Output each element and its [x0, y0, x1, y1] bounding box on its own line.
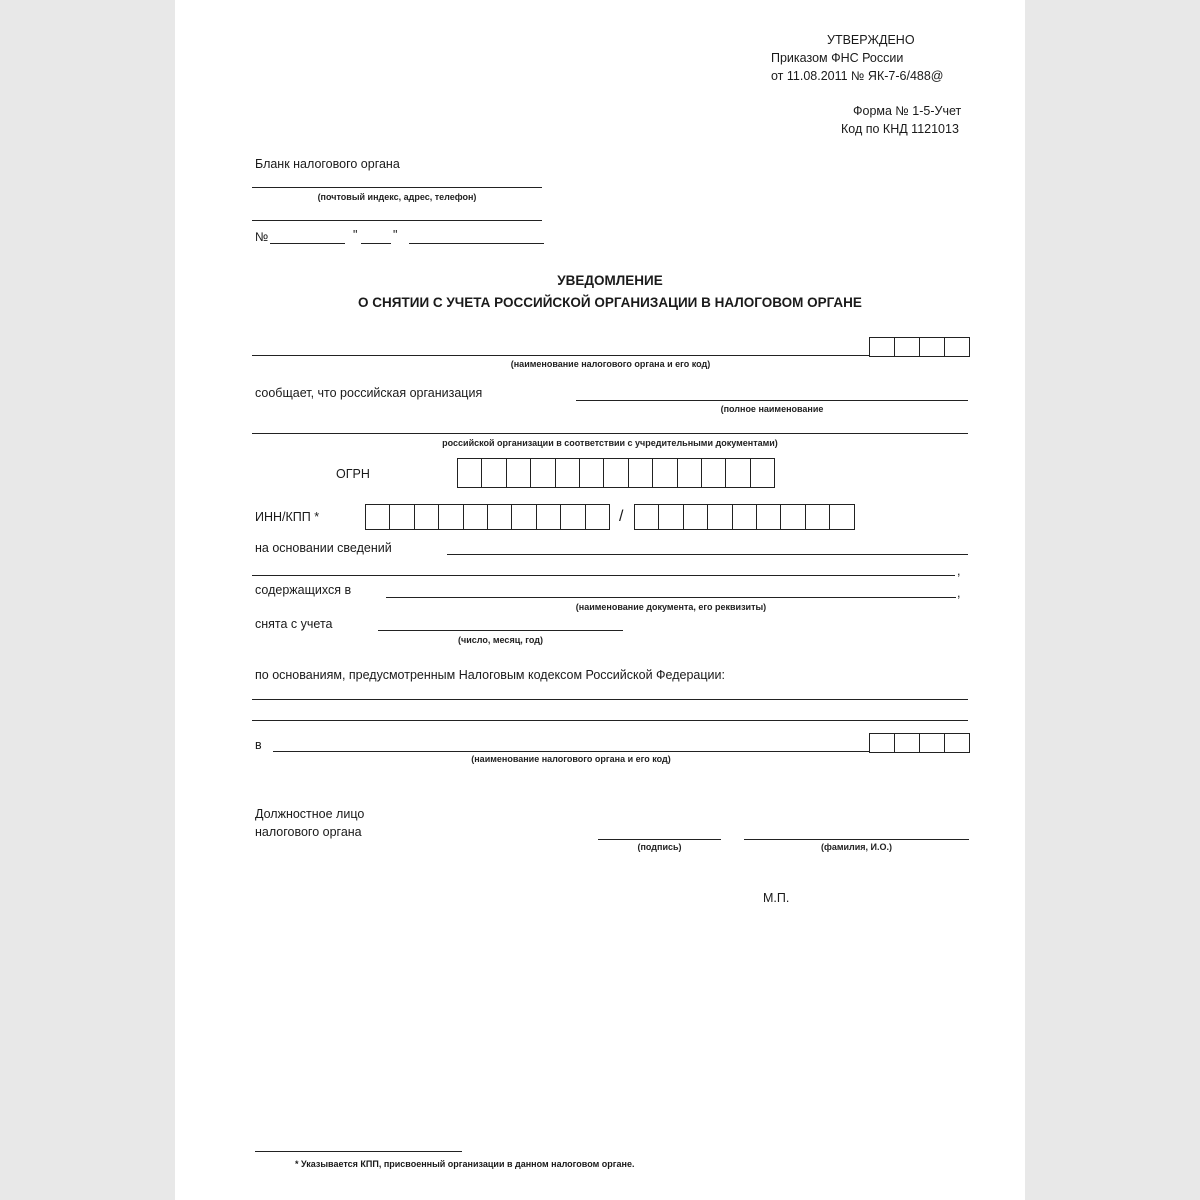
ogrn-cells[interactable]	[457, 458, 775, 488]
in-label: в	[255, 738, 262, 752]
title-line-1: УВЕДОМЛЕНИЕ	[557, 273, 663, 288]
grounds-label: по основаниям, предусмотренным Налоговым кодексом Российской Федерации:	[255, 668, 725, 682]
stamp-label: М.П.	[763, 891, 790, 905]
digit-cell[interactable]	[653, 459, 677, 487]
digit-cell[interactable]	[757, 505, 781, 529]
digit-cell[interactable]	[458, 459, 482, 487]
digit-cell[interactable]	[482, 459, 506, 487]
tax-authority-caption: (наименование налогового органа и его код)	[510, 359, 711, 369]
new-tax-authority-line[interactable]	[273, 751, 869, 752]
digit-cell[interactable]	[629, 459, 653, 487]
title-line-2: О СНЯТИИ С УЧЕТА РОССИЙСКОЙ ОРГАНИЗАЦИИ В НАЛОГОВОМ ОРГАНЕ	[358, 295, 862, 310]
digit-cell[interactable]	[415, 505, 439, 529]
address-caption: (почтовый индекс, адрес, телефон)	[317, 192, 477, 202]
basis-line-1[interactable]	[447, 554, 968, 555]
digit-cell[interactable]	[488, 505, 512, 529]
digit-cell[interactable]	[439, 505, 463, 529]
code-cell[interactable]	[945, 734, 970, 752]
tax-authority-line[interactable]	[252, 355, 869, 356]
order-line-2: от 11.08.2011 № ЯК-7-6/488@	[771, 69, 944, 83]
digit-cell[interactable]	[556, 459, 580, 487]
digit-cell[interactable]	[830, 505, 854, 529]
quote-close: "	[393, 228, 398, 242]
digit-cell[interactable]	[702, 459, 726, 487]
blank-label: Бланк налогового органа	[255, 157, 400, 171]
number-line[interactable]	[270, 243, 345, 244]
date-caption: (число, месяц, год)	[458, 635, 543, 645]
code-cell[interactable]	[920, 734, 945, 752]
document-caption: (наименование документа, его реквизиты)	[575, 602, 767, 612]
digit-cell[interactable]	[806, 505, 830, 529]
ogrn-label: ОГРН	[336, 467, 370, 481]
digit-cell[interactable]	[561, 505, 585, 529]
digit-cell[interactable]	[751, 459, 775, 487]
org-name-line-1[interactable]	[576, 400, 968, 401]
basis-line-2[interactable]	[252, 575, 955, 576]
comma-2: ,	[957, 586, 961, 600]
inn-kpp-slash: /	[619, 508, 624, 525]
footnote-separator	[255, 1151, 462, 1152]
form-number: Форма № 1-5-Учет	[853, 104, 962, 118]
digit-cell[interactable]	[580, 459, 604, 487]
number-prefix: №	[255, 230, 269, 244]
code-cell[interactable]	[945, 338, 970, 356]
digit-cell[interactable]	[531, 459, 555, 487]
document-line[interactable]	[386, 597, 956, 598]
name-line[interactable]	[744, 839, 969, 840]
kpp-cells[interactable]	[634, 504, 855, 530]
code-cell[interactable]	[895, 338, 920, 356]
full-name-caption-2: российской организации в соответствии с учредительными документами)	[442, 438, 778, 448]
knd-code: Код по КНД 1121013	[841, 122, 959, 136]
blank-line-1	[252, 187, 542, 188]
digit-cell[interactable]	[464, 505, 488, 529]
digit-cell[interactable]	[586, 505, 610, 529]
digit-cell[interactable]	[726, 459, 750, 487]
digit-cell[interactable]	[512, 505, 536, 529]
signature-caption: (подпись)	[637, 842, 682, 852]
code-cell[interactable]	[895, 734, 920, 752]
inn-cells[interactable]	[365, 504, 610, 530]
digit-cell[interactable]	[733, 505, 757, 529]
document-page	[175, 0, 1025, 1200]
basis-label: на основании сведений	[255, 541, 392, 555]
new-tax-authority-code-cells[interactable]	[869, 733, 970, 753]
code-cell[interactable]	[920, 338, 945, 356]
comma-1: ,	[957, 564, 961, 578]
quote-open: "	[353, 228, 358, 242]
deregistered-label: снята с учета	[255, 617, 333, 631]
name-caption: (фамилия, И.О.)	[820, 842, 893, 852]
date-line[interactable]	[378, 630, 623, 631]
official-line-1: Должностное лицо	[255, 807, 365, 821]
digit-cell[interactable]	[604, 459, 628, 487]
order-line-1: Приказом ФНС России	[771, 51, 904, 65]
day-line[interactable]	[361, 243, 391, 244]
month-year-line[interactable]	[409, 243, 544, 244]
digit-cell[interactable]	[659, 505, 683, 529]
digit-cell[interactable]	[635, 505, 659, 529]
official-line-2: налогового органа	[255, 825, 362, 839]
contained-label: содержащихся в	[255, 583, 352, 597]
digit-cell[interactable]	[537, 505, 561, 529]
org-name-line-2[interactable]	[252, 433, 968, 434]
approved-label: УТВЕРЖДЕНО	[827, 33, 915, 47]
blank-line-2	[252, 220, 542, 221]
code-cell[interactable]	[870, 338, 895, 356]
code-cell[interactable]	[870, 734, 895, 752]
grounds-line-1[interactable]	[252, 699, 968, 700]
footnote-text: * Указывается КПП, присвоенный организации в данном налоговом органе.	[295, 1159, 635, 1169]
grounds-line-2[interactable]	[252, 720, 968, 721]
digit-cell[interactable]	[390, 505, 414, 529]
full-name-caption-1: (полное наименование	[720, 404, 824, 414]
digit-cell[interactable]	[366, 505, 390, 529]
tax-authority-caption-2: (наименование налогового органа и его код)	[471, 754, 671, 764]
digit-cell[interactable]	[781, 505, 805, 529]
signature-line[interactable]	[598, 839, 721, 840]
digit-cell[interactable]	[678, 459, 702, 487]
digit-cell[interactable]	[507, 459, 531, 487]
reports-label: сообщает, что российская организация	[255, 386, 483, 400]
digit-cell[interactable]	[708, 505, 732, 529]
inn-kpp-label: ИНН/КПП *	[255, 510, 320, 524]
digit-cell[interactable]	[684, 505, 708, 529]
tax-authority-code-cells[interactable]	[869, 337, 970, 357]
